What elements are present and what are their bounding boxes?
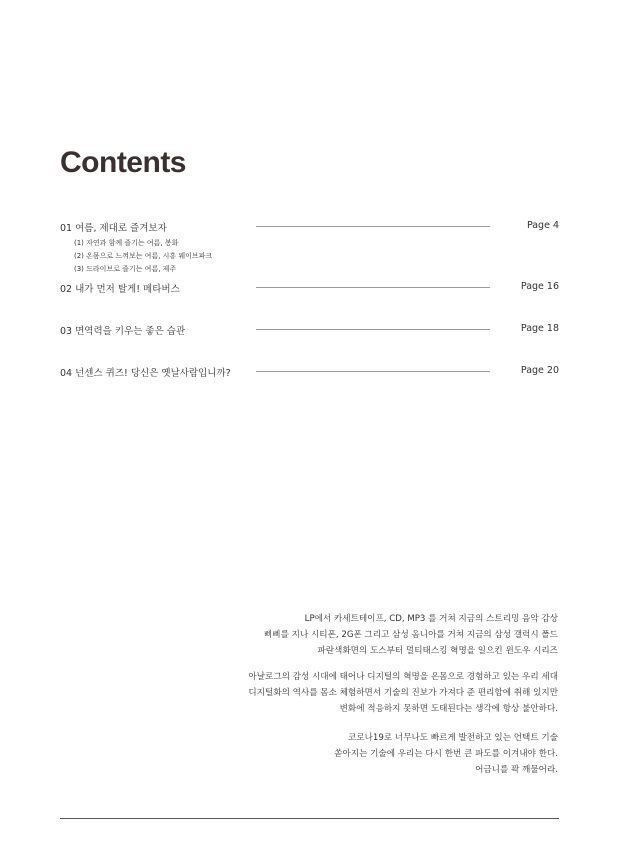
paragraph-line: 아날로그의 감성 시대에 태어나 디지털의 혁명을 온몸으로 경험하고 있는 우리 세대	[248, 672, 558, 682]
toc-entry-label: 03 면역력을 키우는 좋은 습관	[60, 326, 186, 337]
toc-entry-page: Page 16	[520, 281, 559, 292]
toc-entry-page: Page 4	[526, 220, 559, 231]
paragraph-line: LP에서 카세트테이프, CD, MP3 를 거쳐 지금의 스트리밍 음악 감상	[304, 614, 558, 624]
toc-subitem[interactable]: (3) 드라이브로 즐기는 여름, 제주	[74, 265, 177, 273]
paragraph-line: 변화에 적응하지 못하면 도태된다는 생각에 항상 불안하다.	[339, 704, 558, 714]
intro-paragraph-3	[334, 730, 558, 778]
intro-paragraph-1	[264, 611, 558, 659]
toc-entry-label: 01 여름, 제대로 즐겨보자	[60, 223, 167, 234]
page-title: Contents	[60, 146, 186, 179]
toc-leader-line	[256, 371, 490, 372]
paragraph-line: 코로나19로 너무나도 빠르게 발전하고 있는 언택트 기술	[348, 733, 558, 743]
toc-entry-04[interactable]	[60, 365, 559, 379]
paragraph-line: 어금니를 꽉 깨물어라.	[475, 765, 558, 775]
toc-entry-02[interactable]	[60, 281, 559, 295]
toc-subitem[interactable]: (2) 온몸으로 느껴보는 여름, 시흥 웨이브파크	[74, 252, 213, 260]
paragraph-line: 삐삐를 지나 시티폰, 2G폰 그리고 삼성 옴니아를 거쳐 지금의 삼성 갤럭시 폴드	[264, 630, 558, 640]
paragraph-line: 쏟아지는 기술에 우리는 다시 한번 큰 파도를 이겨내야 한다.	[334, 749, 558, 759]
toc-leader-line	[256, 226, 490, 227]
toc-entry-01[interactable]	[60, 220, 559, 234]
toc-leader-line	[256, 287, 490, 288]
toc-subitem[interactable]: (1) 자연과 함께 즐기는 여름, 봉화	[74, 239, 179, 247]
toc-entry-page: Page 18	[520, 323, 559, 334]
footer-divider	[60, 818, 559, 819]
toc-entry-03[interactable]	[60, 323, 559, 337]
paragraph-line: 파란색화면의 도스부터 멀티태스킹 혁명을 일으킨 윈도우 시리즈	[317, 646, 558, 656]
paragraph-line: 디지털화의 역사를 몸소 체험하면서 기술의 진보가 가져다 준 편리함에 취해 있지만	[248, 688, 558, 698]
toc-entry-page: Page 20	[520, 365, 559, 376]
toc-entry-label: 04 넌센스 퀴즈! 당신은 옛날사람입니까?	[60, 368, 231, 379]
toc-entry-label: 02 내가 먼저 탈게! 메타버스	[60, 284, 180, 295]
toc-leader-line	[256, 329, 490, 330]
intro-paragraph-2	[248, 669, 558, 717]
